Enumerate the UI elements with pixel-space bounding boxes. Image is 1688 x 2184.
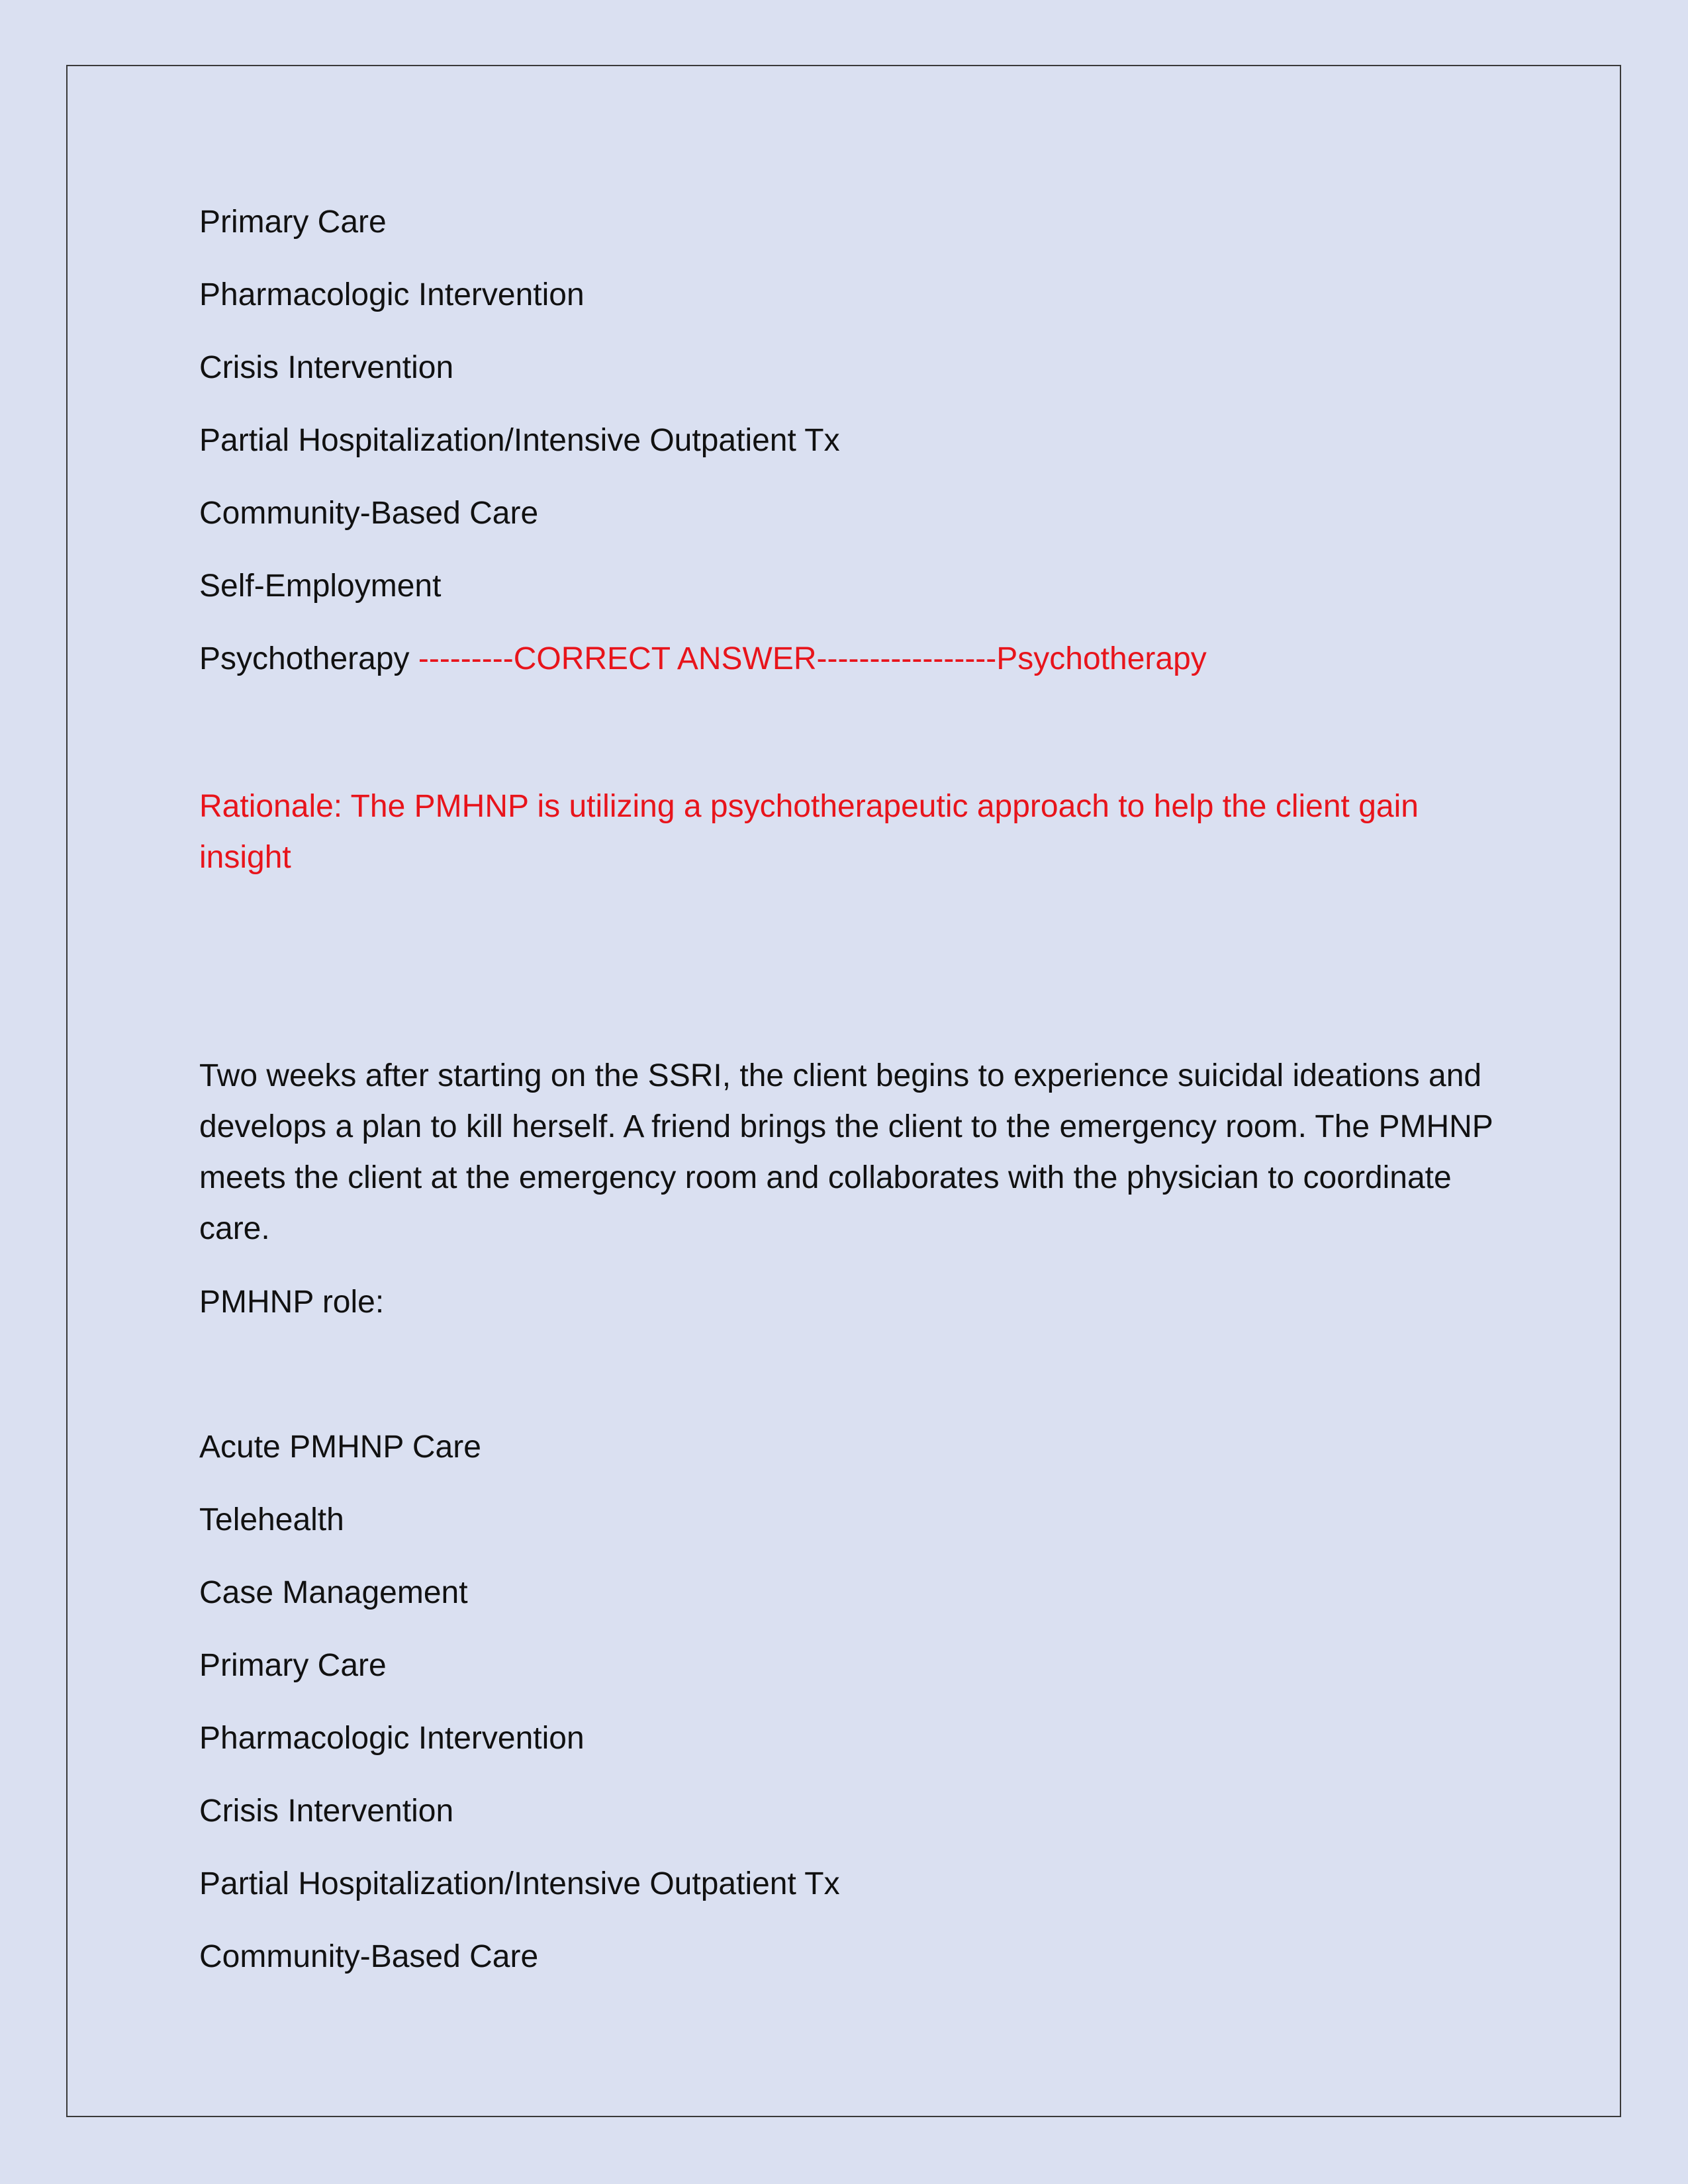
rationale-text: Rationale: The PMHNP is utilizing a psychotherapeutic approach to help the client gain insight [199, 789, 1419, 875]
option-item: Primary Care [199, 205, 387, 240]
answer-line [199, 634, 1207, 684]
correct-answer-marker: ---------CORRECT ANSWER-----------------Psychotherapy [409, 641, 1207, 676]
option-item: Partial Hospitalization/Intensive Outpatient Tx [199, 1866, 840, 1901]
answer-option: Psychotherapy [199, 641, 410, 676]
option-item: Acute PMHNP Care [199, 1430, 481, 1465]
option-item: Self-Employment [199, 569, 442, 604]
option-item: Crisis Intervention [199, 350, 454, 385]
option-item: Crisis Intervention [199, 1794, 454, 1829]
option-item: Case Management [199, 1575, 468, 1610]
option-item: Pharmacologic Intervention [199, 1721, 585, 1756]
option-item: Community-Based Care [199, 496, 539, 531]
option-item: Partial Hospitalization/Intensive Outpatient Tx [199, 423, 840, 458]
scenario-text: Two weeks after starting on the SSRI, the client begins to experience suicidal ideations and develops a plan to kill herself. A friend brings the client to the emergency room. The PMHNP meets the client at the emergency room and collaborates with the physician to coordinate care. [199, 1058, 1493, 1246]
option-item: Pharmacologic Intervention [199, 277, 585, 312]
option-item: Community-Based Care [199, 1939, 539, 1974]
option-item: Telehealth [199, 1502, 344, 1537]
role-label: PMHNP role: [199, 1285, 385, 1320]
option-item: Primary Care [199, 1648, 387, 1683]
